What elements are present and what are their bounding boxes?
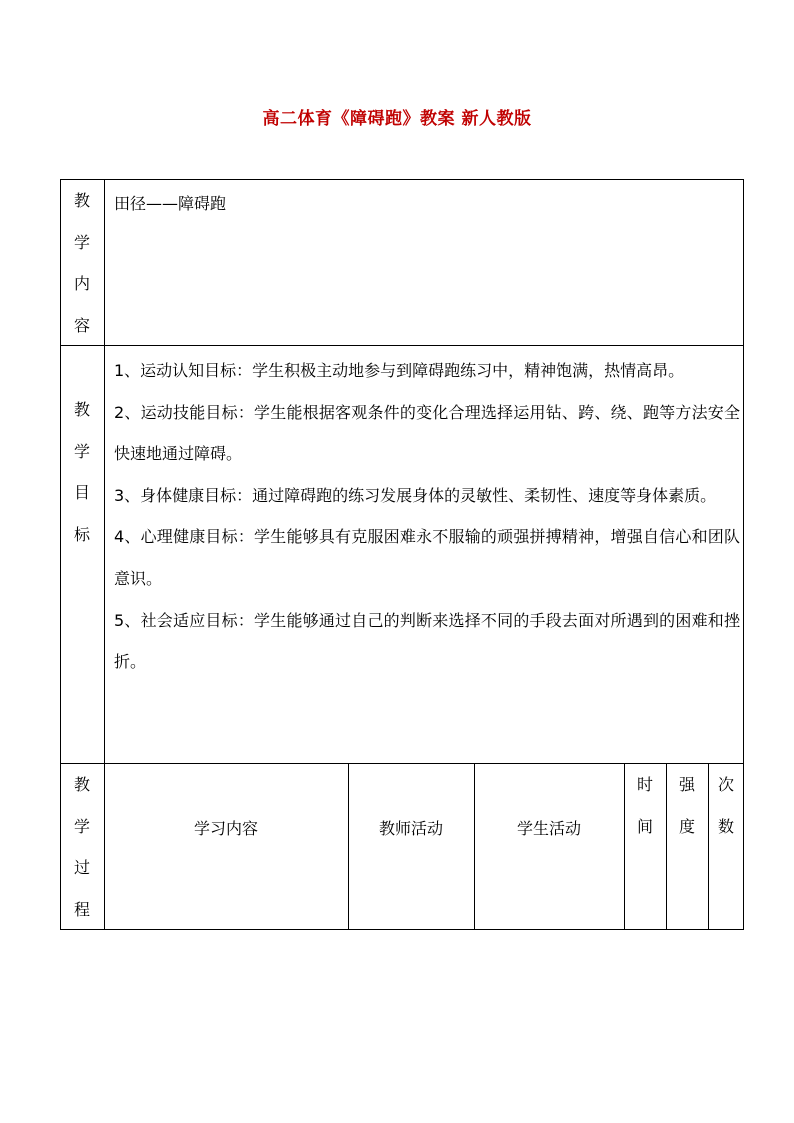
label-char: 教 xyxy=(73,775,90,794)
header-char: 度 xyxy=(678,817,695,836)
label-char: 学 xyxy=(73,441,90,461)
row-divider xyxy=(60,345,744,346)
header-intensity xyxy=(666,764,708,848)
header-learning-content: 学习内容 xyxy=(193,819,258,838)
header-time xyxy=(624,764,666,848)
label-char: 学 xyxy=(73,232,90,252)
header-teacher-activity: 教师活动 xyxy=(378,819,443,838)
document-title: 高二体育《障碍跑》教案 新人教版 xyxy=(262,109,532,129)
header-char: 时 xyxy=(636,775,653,794)
row-label-content xyxy=(60,180,104,346)
header-student-activity: 学生活动 xyxy=(516,819,581,838)
column-divider xyxy=(348,763,349,930)
label-char: 程 xyxy=(73,899,90,919)
teaching-goals xyxy=(114,350,740,683)
row-label-process xyxy=(60,764,104,930)
header-count xyxy=(708,764,744,848)
goal-item: 1、运动认知目标：学生积极主动地参与到障碍跑练习中，精神饱满，热情高昂。 xyxy=(114,361,685,380)
label-char: 容 xyxy=(73,315,90,335)
header-char: 次 xyxy=(717,775,734,794)
label-char: 教 xyxy=(73,191,90,210)
goal-item: 2、运动技能目标：学生能根据客观条件的变化合理选择运用钻、跨、绕、跑等方法安全快速地通过障碍。 xyxy=(114,402,740,464)
column-divider xyxy=(474,763,475,930)
label-char: 学 xyxy=(73,816,90,836)
row-label-goals xyxy=(60,389,104,555)
goal-item: 5、社会适应目标：学生能够通过自己的判断来选择不同的手段去面对所遇到的困难和挫折。 xyxy=(114,610,740,672)
label-char: 教 xyxy=(73,400,90,419)
header-char: 数 xyxy=(717,817,734,836)
goal-item: 4、心理健康目标：学生能够具有克服困难永不服输的顽强拼搏精神，增强自信心和团队意识。 xyxy=(114,527,740,588)
header-char: 间 xyxy=(636,817,653,836)
teaching-content: 田径——障碍跑 xyxy=(114,194,227,213)
label-char: 标 xyxy=(73,524,90,544)
label-char: 过 xyxy=(73,858,90,877)
header-char: 强 xyxy=(678,775,695,794)
goal-item: 3、身体健康目标：通过障碍跑的练习发展身体的灵敏性、柔韧性、速度等身体素质。 xyxy=(114,485,717,505)
label-char: 内 xyxy=(73,274,90,293)
label-char: 目 xyxy=(73,483,90,502)
